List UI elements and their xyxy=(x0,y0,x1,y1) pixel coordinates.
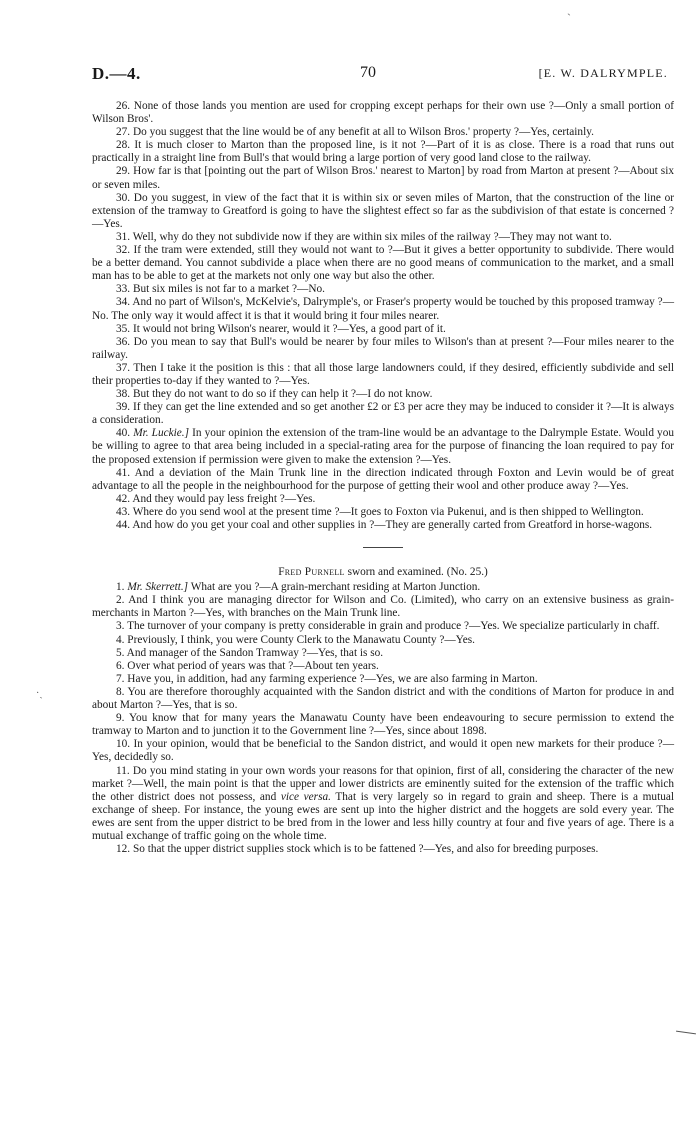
witness-number: (No. 25.) xyxy=(446,566,488,579)
latin-phrase: vice versa. xyxy=(280,790,331,803)
page-header xyxy=(92,64,668,86)
testimony-paragraph: 38. But they do not want to do so if they can help it ?—I do not know. xyxy=(116,388,433,401)
margin-mark-right xyxy=(676,1031,696,1035)
testimony-paragraph: 31. Well, why do they not subdivide now if they are within six miles of the railway ?—They may not want to. xyxy=(116,230,612,243)
testimony-paragraph: 44. And how do you get your coal and other supplies in ?—They are generally carted from Greatford in horse-wagons. xyxy=(116,519,653,531)
paragraph-12: 12. So that the upper district supplies stock which is to be fattened ?—Yes, and also for breeding purposes. xyxy=(116,843,599,856)
question-text: In your opinion the extension of the tram-line would be an advantage to the Dalrymple Estate. Would you be willing to agree to that area being included in a special-rating area for the purpose of financing the loan required to pay for the proposed extension if permission were given to make the extension ?—Yes. xyxy=(92,427,674,466)
testimony-paragraph: 4. Previously, I think, you were County Clerk to the Manawatu County ?—Yes. xyxy=(116,633,475,646)
testimony-paragraph: 5. And manager of the Sandon Tramway ?—Yes, that is so. xyxy=(116,646,384,659)
paragraph-1 xyxy=(92,581,674,594)
paragraph-11 xyxy=(92,765,674,844)
testimony-part-2 xyxy=(92,467,674,532)
witness-heading xyxy=(92,566,674,579)
paragraph-40 xyxy=(92,427,674,466)
question-number: 40. xyxy=(116,427,131,440)
page-body xyxy=(92,100,674,856)
margin-mark-left: ·ˎ xyxy=(36,688,43,699)
testimony-paragraph: 30. Do you suggest, in view of the fact that it is within six or seven miles of Marton, that the construction of the line or extension of the tramway to Greatford is going to have the slightest effect so far as the subdivision of that estate is concerned ?—Yes. xyxy=(92,191,674,230)
answer-text: That is very largely so in regard to grain and sheep. There is a mutual exchange of sheep. For instance, the young ewes are sent up into the higher district and the hoggets are sold every year. The ewes are sent from the upper district to be bred from in the lower and less hilly country at four and five years of age. There is a mutual exchange of traffic going on the whole time. xyxy=(92,790,675,842)
testimony-paragraph: 34. And no part of Wilson's, McKelvie's, Dalrymple's, or Fraser's property would be touched by this proposed tramway ?—No. The only way it would affect it is that it would bring it four miles nearer. xyxy=(92,296,674,322)
testimony-paragraph: 27. Do you suggest that the line would be of any benefit at all to Wilson Bros.' property ?—Yes, certainly. xyxy=(116,126,594,139)
testimony-paragraph: 26. None of those lands you mention are used for cropping except perhaps for their own use ?—Only a small portion of Wilson Bros'. xyxy=(92,100,674,126)
speaker-name: Mr. Luckie.] xyxy=(133,427,189,440)
testimony-paragraph: 2. And I think you are managing director for Wilson and Co. (Limited), who carry on an extensive business as grain-merchants in Marton ?—Yes, with branches on the Main Trunk line. xyxy=(92,594,674,620)
testimony-paragraph: 36. Do you mean to say that Bull's would be nearer by four miles to Wilson's than at present ?—Four miles nearer to the railway. xyxy=(92,335,674,361)
testimony-paragraph: 33. But six miles is not far to a market ?—No. xyxy=(116,283,325,296)
testimony-paragraph: 10. In your opinion, would that be beneficial to the Sandon district, and would it open new markets for their produce ?—Yes, decidedly so. xyxy=(92,738,674,764)
testimony-paragraph: 6. Over what period of years was that ?—About ten years. xyxy=(116,659,379,672)
question-number: 1. xyxy=(116,581,125,594)
testimony-paragraph: 32. If the tram were extended, still they would not want to ?—But it gives a better opportunity to subdivide. There would be a better demand. You cannot subdivide a place when there are no good means of communication to the market, and a small man has to be able to get at the markets not only one way but also the other. xyxy=(92,244,674,283)
testimony-paragraph: 28. It is much closer to Marton than the proposed line, is it not ?—Part of it is as close. There is a road that runs out practically in a straight line from Bull's that would bring a large portion of very good land close to the railway. xyxy=(92,139,674,165)
witness-sworn-text: sworn and examined. xyxy=(347,566,444,579)
testimony-paragraph: 9. You know that for many years the Manawatu County have been endeavouring to secure permission to extend the tramway to Marton and to junction it to the Government line ?—Yes, since about 1898. xyxy=(92,712,674,738)
section-reference: D.—4. xyxy=(92,64,141,83)
testimony-paragraph: 8. You are therefore thoroughly acquainted with the Sandon district and with the conditions of Marton for produce in and about Marton ?—Yes, that is so. xyxy=(92,685,674,712)
testimony-part-3 xyxy=(92,594,674,764)
testimony-paragraph: 29. How far is that [pointing out the part of Wilson Bros.' nearest to Marton] by road from Marton at present ?—About six or seven miles. xyxy=(92,165,674,191)
testimony-paragraph: 7. Have you, in addition, had any farming experience ?—Yes, we are also farming in Marton. xyxy=(116,672,538,685)
page-number: 70 xyxy=(360,64,376,81)
testimony-part-1 xyxy=(92,100,674,427)
speaker-name: Mr. Skerrett.] xyxy=(127,581,189,594)
testimony-paragraph: 35. It would not bring Wilson's nearer, would it ?—Yes, a good part of it. xyxy=(116,322,446,335)
testimony-paragraph: 39. If they can get the line extended and so get another £2 or £3 per acre they may be induced to consider it ?—It is always a consideration. xyxy=(92,401,674,427)
testimony-paragraph: 41. And a deviation of the Main Trunk line in the direction indicated through Foxton and Levin would be of great advantage to all the people in the neighbourhood for the purpose of getting their wool and other produce away ?—Yes. xyxy=(92,466,674,492)
running-head-witness: [E. W. DALRYMPLE. xyxy=(538,66,668,80)
section-divider xyxy=(363,547,403,548)
question-text: What are you ?—A grain-merchant residing at Marton Junction. xyxy=(190,581,481,594)
witness-name: Fred Purnell xyxy=(278,566,345,579)
testimony-paragraph: 42. And they would pay less freight ?—Yes. xyxy=(116,492,316,505)
testimony-paragraph: 3. The turnover of your company is pretty considerable in grain and produce ?—Yes. We specialize particularly in chaff. xyxy=(116,620,660,633)
question-text: 11. Do you mind stating in your own words your reasons for that opinion, first of all, considering the character of the new market ?—Well, the main point is that the upper and lower districts are eminently suited for the extension of the traffic which the other district does not possess, and xyxy=(92,764,674,803)
testimony-paragraph: 43. Where do you send wool at the present time ?—It goes to Foxton via Pukenui, and is then shipped to Wellington. xyxy=(116,505,644,518)
testimony-paragraph: 37. Then I take it the position is this : that all those large landowners could, if they desired, efficiently subdivide and sell their properties to-day if they wanted to ?—Yes. xyxy=(92,361,674,387)
margin-tick-mark: ˏ xyxy=(567,2,571,16)
